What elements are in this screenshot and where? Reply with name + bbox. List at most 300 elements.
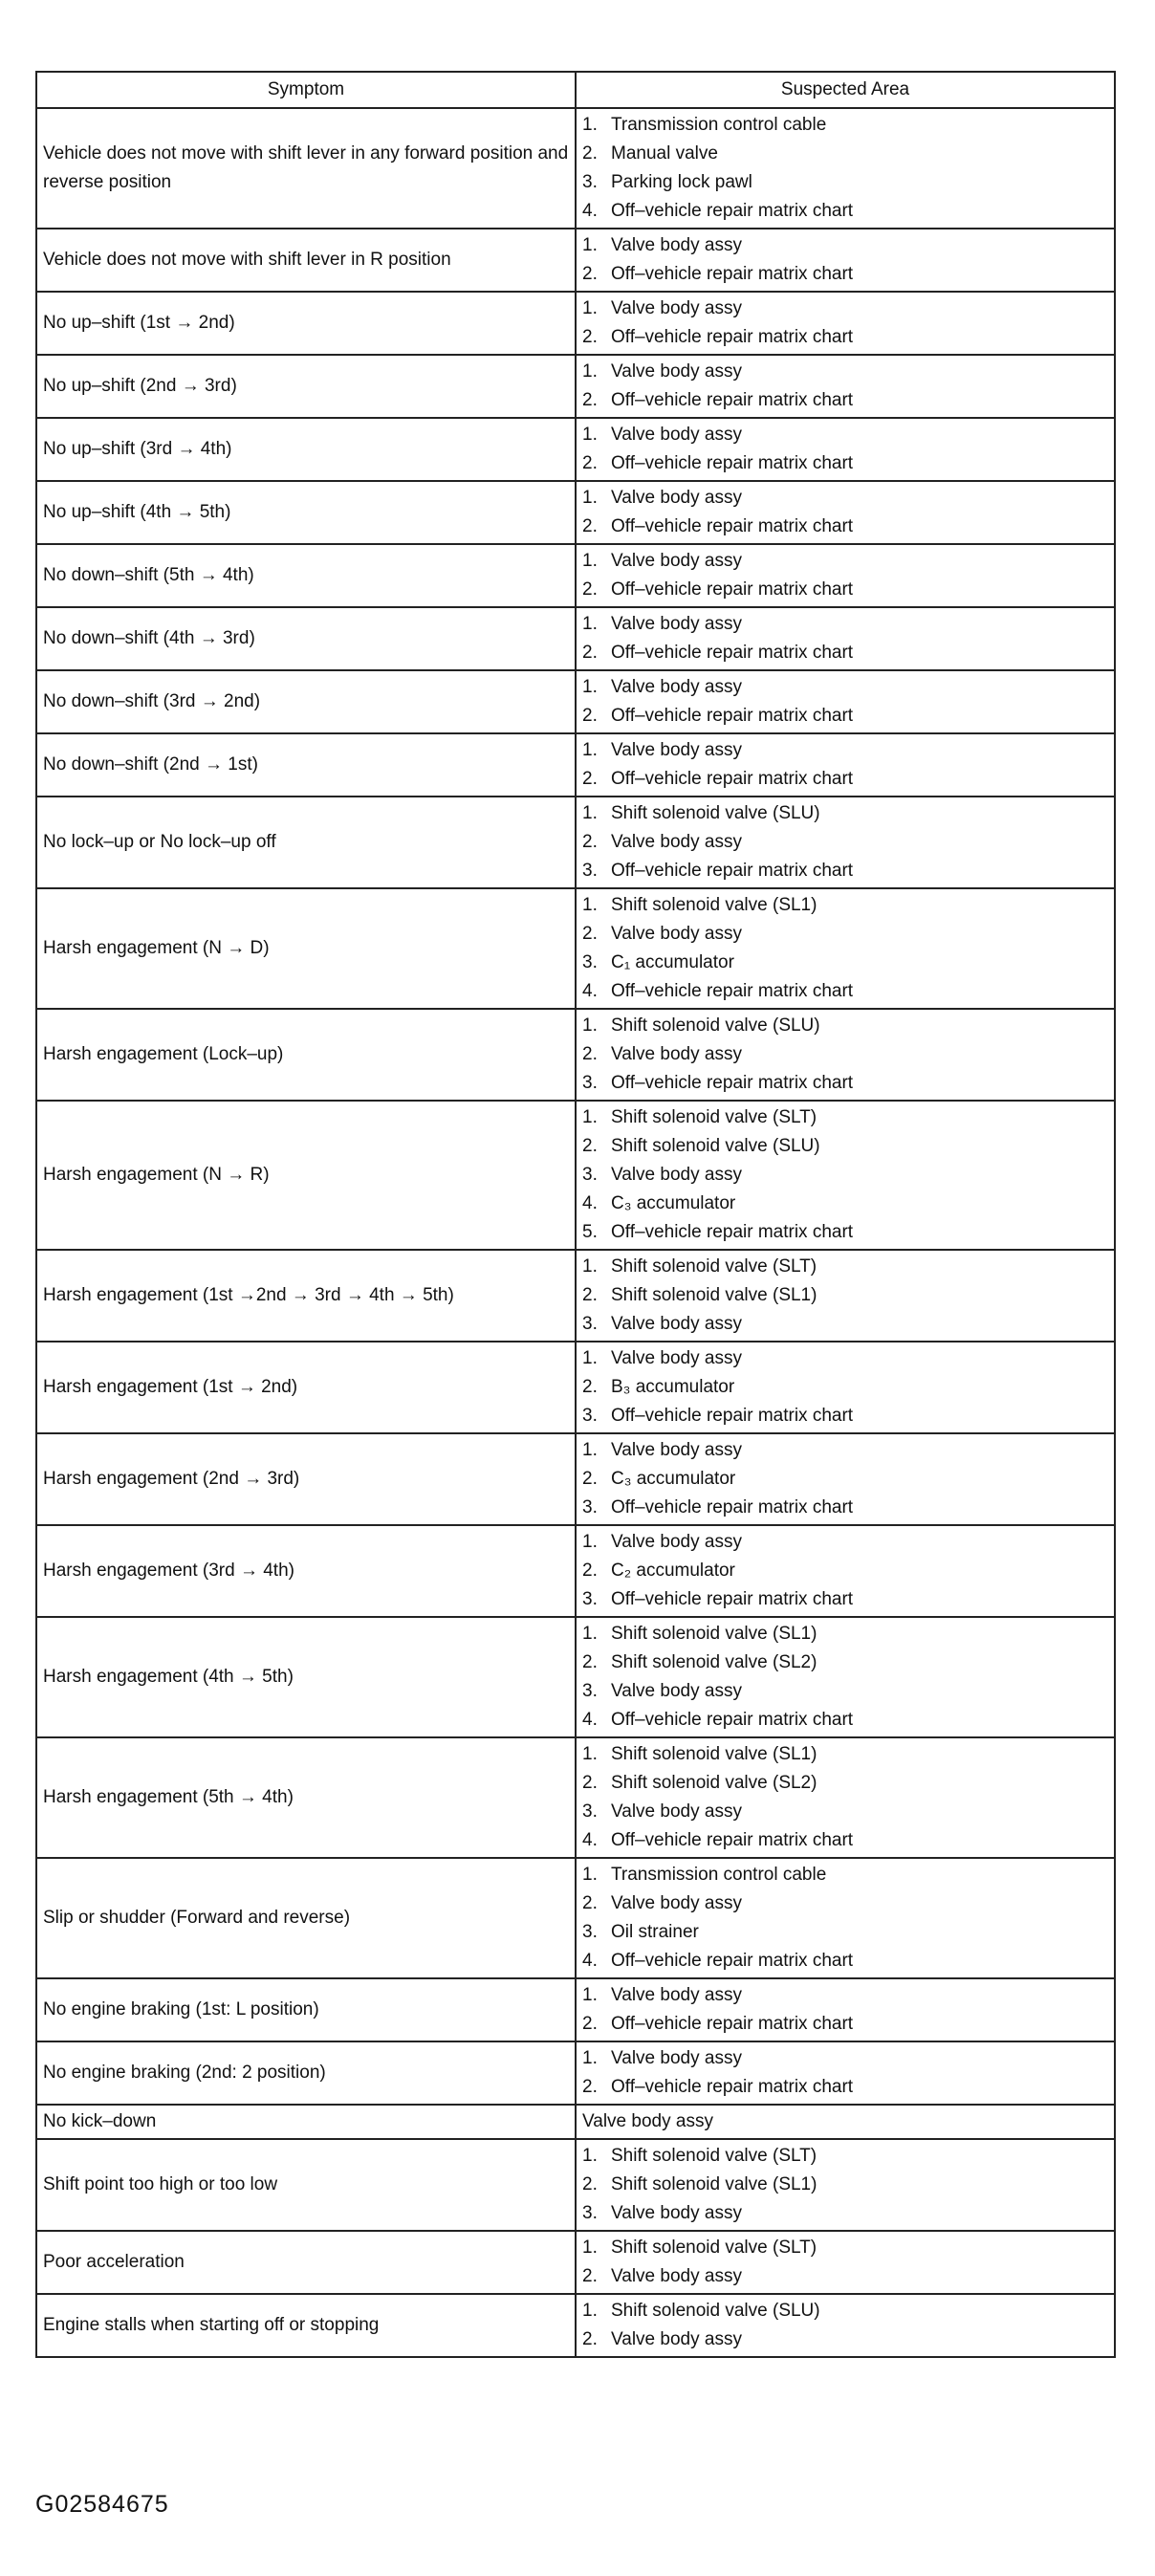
table-row bbox=[36, 544, 1115, 607]
figure-id: G02584675 bbox=[35, 2491, 169, 2518]
symptom-cell: Vehicle does not move with shift lever in any forward position and reverse position bbox=[36, 108, 576, 229]
table-row bbox=[36, 2231, 1115, 2294]
table-row bbox=[36, 670, 1115, 733]
suspected-area-item bbox=[582, 1620, 1108, 1648]
symptom-cell: No lock–up or No lock–up off bbox=[36, 797, 576, 888]
item-number: 2. bbox=[582, 1285, 598, 1305]
suspected-area-item bbox=[582, 1706, 1108, 1735]
item-text: Valve body assy bbox=[611, 614, 742, 634]
suspected-area-item bbox=[582, 197, 1108, 226]
item-text: Valve body assy bbox=[611, 1440, 742, 1460]
symptom-cell: No down–shift (5th → 4th) bbox=[36, 544, 576, 607]
item-text: Valve body assy bbox=[611, 361, 742, 382]
item-text: Valve body assy bbox=[611, 2203, 742, 2223]
item-text: C₃ accumulator bbox=[611, 1193, 736, 1213]
item-text: Valve body assy bbox=[611, 1801, 742, 1822]
table-row bbox=[36, 1009, 1115, 1101]
item-text: Valve body assy bbox=[611, 298, 742, 318]
symptom-cell: Harsh engagement (N → R) bbox=[36, 1101, 576, 1250]
symptom-cell: No up–shift (2nd → 3rd) bbox=[36, 355, 576, 418]
suspected-area-item bbox=[582, 1344, 1108, 1373]
item-number: 1. bbox=[582, 1624, 598, 1644]
suspected-area-item bbox=[582, 857, 1108, 885]
table-row bbox=[36, 1737, 1115, 1858]
table-body bbox=[36, 108, 1115, 2357]
item-number: 1. bbox=[582, 361, 598, 382]
suspected-area-item bbox=[582, 2297, 1108, 2325]
item-text: Off–vehicle repair matrix chart bbox=[611, 769, 854, 789]
table-row bbox=[36, 355, 1115, 418]
item-text: Shift solenoid valve (SLU) bbox=[611, 1136, 820, 1156]
item-text: Off–vehicle repair matrix chart bbox=[611, 1222, 854, 1242]
symptom-cell: No engine braking (2nd: 2 position) bbox=[36, 2041, 576, 2105]
symptom-table bbox=[35, 71, 1116, 2358]
suspected-area-cell bbox=[576, 733, 1115, 797]
item-text: Valve body assy bbox=[611, 425, 742, 445]
table-row bbox=[36, 733, 1115, 797]
symptom-cell: Vehicle does not move with shift lever in R position bbox=[36, 229, 576, 292]
item-text: Valve body assy bbox=[611, 488, 742, 508]
item-number: 1. bbox=[582, 235, 598, 255]
item-text: Oil strainer bbox=[611, 1922, 699, 1942]
item-text: Off–vehicle repair matrix chart bbox=[611, 516, 854, 536]
suspected-area-item bbox=[582, 260, 1108, 289]
suspected-area-item bbox=[582, 1769, 1108, 1798]
suspected-area-item bbox=[582, 2010, 1108, 2039]
suspected-area-item bbox=[582, 547, 1108, 576]
item-number: 2. bbox=[582, 2266, 598, 2286]
item-number: 3. bbox=[582, 1314, 598, 1334]
suspected-area-cell bbox=[576, 1433, 1115, 1525]
item-number: 2. bbox=[582, 1893, 598, 1913]
symptom-cell: Engine stalls when starting off or stopping bbox=[36, 2294, 576, 2357]
suspected-area-item bbox=[582, 140, 1108, 168]
table-row bbox=[36, 108, 1115, 229]
item-text: Shift solenoid valve (SLT) bbox=[611, 1256, 817, 1277]
item-text: Off–vehicle repair matrix chart bbox=[611, 1073, 854, 1093]
suspected-area-cell bbox=[576, 1342, 1115, 1433]
item-number: 2. bbox=[582, 1773, 598, 1793]
suspected-area-item bbox=[582, 1069, 1108, 1098]
suspected-area-item bbox=[582, 1310, 1108, 1339]
item-number: 5. bbox=[582, 1222, 598, 1242]
item-number: 2. bbox=[582, 1469, 598, 1489]
suspected-area-item bbox=[582, 1826, 1108, 1855]
suspected-area-item bbox=[582, 1103, 1108, 1132]
item-text: Valve body assy bbox=[611, 1165, 742, 1185]
symptom-cell: Harsh engagement (3rd → 4th) bbox=[36, 1525, 576, 1617]
item-number: 3. bbox=[582, 1922, 598, 1942]
item-text: Valve body assy bbox=[611, 1681, 742, 1701]
suspected-area-item bbox=[582, 421, 1108, 449]
item-number: 4. bbox=[582, 981, 598, 1001]
symptom-cell: No down–shift (2nd → 1st) bbox=[36, 733, 576, 797]
suspected-area-item bbox=[582, 168, 1108, 197]
suspected-area-item bbox=[582, 1861, 1108, 1889]
suspected-area-cell bbox=[576, 2041, 1115, 2105]
item-text: Shift solenoid valve (SLT) bbox=[611, 1107, 817, 1127]
item-number: 2. bbox=[582, 2014, 598, 2034]
item-text: Off–vehicle repair matrix chart bbox=[611, 1406, 854, 1426]
suspected-area-item bbox=[582, 1132, 1108, 1161]
table-row bbox=[36, 481, 1115, 544]
item-number: 2. bbox=[582, 1044, 598, 1064]
item-number: 3. bbox=[582, 952, 598, 972]
suspected-area-cell bbox=[576, 1978, 1115, 2041]
suspected-area-cell bbox=[576, 1009, 1115, 1101]
item-number: 3. bbox=[582, 1589, 598, 1609]
item-text: Shift solenoid valve (SLU) bbox=[611, 1015, 820, 1036]
table-row bbox=[36, 1978, 1115, 2041]
suspected-area-item bbox=[582, 1161, 1108, 1190]
item-text: Valve body assy bbox=[611, 1044, 742, 1064]
table-row bbox=[36, 292, 1115, 355]
suspected-area-item bbox=[582, 2073, 1108, 2102]
symptom-cell: Harsh engagement (2nd → 3rd) bbox=[36, 1433, 576, 1525]
suspected-area-cell bbox=[576, 2294, 1115, 2357]
symptom-cell: No down–shift (4th → 3rd) bbox=[36, 607, 576, 670]
item-number: 1. bbox=[582, 1744, 598, 1764]
table-row bbox=[36, 1101, 1115, 1250]
suspected-area-item bbox=[582, 949, 1108, 977]
item-number: 2. bbox=[582, 769, 598, 789]
suspected-area-item bbox=[582, 358, 1108, 386]
item-text: Parking lock pawl bbox=[611, 172, 752, 192]
item-number: 2. bbox=[582, 2329, 598, 2349]
item-text: Valve body assy bbox=[611, 1348, 742, 1368]
table-row bbox=[36, 1525, 1115, 1617]
item-text: Off–vehicle repair matrix chart bbox=[611, 264, 854, 284]
suspected-area-item bbox=[582, 513, 1108, 541]
table-row bbox=[36, 418, 1115, 481]
item-number: 2. bbox=[582, 924, 598, 944]
suspected-area-cell bbox=[576, 2139, 1115, 2231]
suspected-area-cell bbox=[576, 544, 1115, 607]
item-number: 1. bbox=[582, 677, 598, 697]
item-number: 2. bbox=[582, 643, 598, 663]
item-text: Valve body assy bbox=[611, 1985, 742, 2005]
symptom-cell: Harsh engagement (4th → 5th) bbox=[36, 1617, 576, 1737]
suspected-area-item bbox=[582, 295, 1108, 323]
table-row bbox=[36, 797, 1115, 888]
item-text: Valve body assy bbox=[611, 1893, 742, 1913]
item-text: Valve body assy bbox=[611, 2048, 742, 2068]
item-text: C₂ accumulator bbox=[611, 1561, 735, 1581]
item-number: 1. bbox=[582, 1985, 598, 2005]
item-text: Off–vehicle repair matrix chart bbox=[611, 706, 854, 726]
item-text: Shift solenoid valve (SL1) bbox=[611, 895, 817, 915]
suspected-area-item bbox=[582, 1918, 1108, 1947]
suspected-area-item bbox=[582, 1402, 1108, 1430]
table-row bbox=[36, 888, 1115, 1009]
item-text: C₁ accumulator bbox=[611, 952, 734, 972]
suspected-area-cell bbox=[576, 670, 1115, 733]
item-text: Shift solenoid valve (SL2) bbox=[611, 1773, 817, 1793]
item-text: Off–vehicle repair matrix chart bbox=[611, 1497, 854, 1517]
item-number: 2. bbox=[582, 327, 598, 347]
table-row bbox=[36, 2041, 1115, 2105]
table-row bbox=[36, 2105, 1115, 2139]
item-number: 2. bbox=[582, 390, 598, 410]
symptom-cell: No down–shift (3rd → 2nd) bbox=[36, 670, 576, 733]
suspected-area-item bbox=[582, 484, 1108, 513]
item-number: 2. bbox=[582, 832, 598, 852]
suspected-area-cell bbox=[576, 481, 1115, 544]
suspected-area-item bbox=[582, 828, 1108, 857]
item-text: Off–vehicle repair matrix chart bbox=[611, 2077, 854, 2097]
suspected-area-item bbox=[582, 799, 1108, 828]
item-number: 2. bbox=[582, 143, 598, 164]
suspected-area-item bbox=[582, 891, 1108, 920]
suspected-area-cell bbox=[576, 1858, 1115, 1978]
item-number: 1. bbox=[582, 2146, 598, 2166]
item-number: 4. bbox=[582, 1710, 598, 1730]
item-text: Valve body assy bbox=[611, 551, 742, 571]
suspected-area-item bbox=[582, 2325, 1108, 2354]
item-text: Off–vehicle repair matrix chart bbox=[611, 643, 854, 663]
item-number: 1. bbox=[582, 740, 598, 760]
table-row bbox=[36, 1858, 1115, 1978]
suspected-area-item bbox=[582, 449, 1108, 478]
suspected-area-item bbox=[582, 1436, 1108, 1465]
item-text: Off–vehicle repair matrix chart bbox=[611, 1589, 854, 1609]
suspected-area-item bbox=[582, 1218, 1108, 1247]
suspected-area-item bbox=[582, 2142, 1108, 2171]
item-text: B₃ accumulator bbox=[611, 1377, 735, 1397]
item-number: 1. bbox=[582, 1256, 598, 1277]
item-text: Valve body assy bbox=[611, 740, 742, 760]
symptom-cell: No up–shift (3rd → 4th) bbox=[36, 418, 576, 481]
suspected-area-cell bbox=[576, 797, 1115, 888]
suspected-area-cell bbox=[576, 607, 1115, 670]
suspected-area-cell bbox=[576, 1101, 1115, 1250]
item-text: Valve body assy bbox=[611, 832, 742, 852]
suspected-area-item bbox=[582, 1947, 1108, 1976]
suspected-area-item bbox=[582, 702, 1108, 731]
item-text: Valve body assy bbox=[611, 1314, 742, 1334]
item-number: 3. bbox=[582, 1073, 598, 1093]
suspected-area-item bbox=[582, 2234, 1108, 2262]
suspected-area-cell bbox=[576, 355, 1115, 418]
suspected-area-cell: Valve body assy bbox=[576, 2105, 1115, 2139]
item-number: 2. bbox=[582, 1136, 598, 1156]
suspected-area-item bbox=[582, 1012, 1108, 1040]
suspected-area-item bbox=[582, 639, 1108, 667]
suspected-area-item bbox=[582, 111, 1108, 140]
suspected-area-cell bbox=[576, 888, 1115, 1009]
item-number: 2. bbox=[582, 453, 598, 473]
item-text: Transmission control cable bbox=[611, 115, 827, 135]
item-number: 3. bbox=[582, 2203, 598, 2223]
item-number: 1. bbox=[582, 1015, 598, 1036]
table-row bbox=[36, 607, 1115, 670]
suspected-area-item bbox=[582, 1557, 1108, 1585]
suspected-area-item bbox=[582, 1677, 1108, 1706]
item-number: 2. bbox=[582, 579, 598, 600]
item-text: Valve body assy bbox=[611, 235, 742, 255]
item-text: Valve body assy bbox=[611, 2266, 742, 2286]
item-number: 1. bbox=[582, 488, 598, 508]
suspected-area-item bbox=[582, 1889, 1108, 1918]
item-text: Off–vehicle repair matrix chart bbox=[611, 579, 854, 600]
item-number: 1. bbox=[582, 1532, 598, 1552]
item-text: Off–vehicle repair matrix chart bbox=[611, 1951, 854, 1971]
table-row bbox=[36, 1250, 1115, 1342]
item-text: Shift solenoid valve (SLU) bbox=[611, 803, 820, 823]
item-text: Off–vehicle repair matrix chart bbox=[611, 861, 854, 881]
item-text: Off–vehicle repair matrix chart bbox=[611, 1710, 854, 1730]
item-number: 3. bbox=[582, 172, 598, 192]
item-number: 1. bbox=[582, 895, 598, 915]
suspected-area-cell bbox=[576, 418, 1115, 481]
item-number: 3. bbox=[582, 1406, 598, 1426]
suspected-area-item bbox=[582, 1648, 1108, 1677]
suspected-area-cell bbox=[576, 2231, 1115, 2294]
suspected-area-item bbox=[582, 920, 1108, 949]
item-number: 2. bbox=[582, 2077, 598, 2097]
suspected-area-item bbox=[582, 2044, 1108, 2073]
suspected-area-cell bbox=[576, 292, 1115, 355]
item-number: 2. bbox=[582, 264, 598, 284]
suspected-area-item bbox=[582, 1740, 1108, 1769]
symptom-cell: Harsh engagement (5th → 4th) bbox=[36, 1737, 576, 1858]
item-number: 1. bbox=[582, 803, 598, 823]
suspected-area-item bbox=[582, 323, 1108, 352]
suspected-area-item bbox=[582, 2171, 1108, 2199]
item-number: 1. bbox=[582, 115, 598, 135]
item-number: 4. bbox=[582, 1830, 598, 1850]
suspected-area-item bbox=[582, 673, 1108, 702]
item-text: Shift solenoid valve (SLU) bbox=[611, 2301, 820, 2321]
item-number: 4. bbox=[582, 1193, 598, 1213]
item-number: 2. bbox=[582, 706, 598, 726]
item-number: 3. bbox=[582, 1165, 598, 1185]
suspected-area-item bbox=[582, 765, 1108, 794]
symptom-cell: Poor acceleration bbox=[36, 2231, 576, 2294]
suspected-area-cell bbox=[576, 108, 1115, 229]
item-text: Shift solenoid valve (SLT) bbox=[611, 2146, 817, 2166]
suspected-area-item bbox=[582, 231, 1108, 260]
suspected-area-item bbox=[582, 1190, 1108, 1218]
item-number: 2. bbox=[582, 2174, 598, 2194]
item-text: Off–vehicle repair matrix chart bbox=[611, 327, 854, 347]
item-text: Valve body assy bbox=[611, 677, 742, 697]
symptom-cell: No up–shift (4th → 5th) bbox=[36, 481, 576, 544]
item-text: Shift solenoid valve (SL2) bbox=[611, 1652, 817, 1672]
item-text: Off–vehicle repair matrix chart bbox=[611, 2014, 854, 2034]
item-number: 1. bbox=[582, 614, 598, 634]
suspected-area-cell bbox=[576, 1737, 1115, 1858]
item-text: Transmission control cable bbox=[611, 1865, 827, 1885]
item-text: Off–vehicle repair matrix chart bbox=[611, 453, 854, 473]
suspected-area-item bbox=[582, 1040, 1108, 1069]
suspected-area-item bbox=[582, 1585, 1108, 1614]
item-text: Valve body assy bbox=[611, 1532, 742, 1552]
item-number: 2. bbox=[582, 1561, 598, 1581]
item-number: 1. bbox=[582, 1107, 598, 1127]
item-text: Off–vehicle repair matrix chart bbox=[611, 981, 854, 1001]
column-header-symptom: Symptom bbox=[36, 72, 576, 108]
suspected-area-item bbox=[582, 1465, 1108, 1494]
item-number: 4. bbox=[582, 1951, 598, 1971]
symptom-cell: Harsh engagement (1st →2nd → 3rd → 4th → 5th) bbox=[36, 1250, 576, 1342]
item-text: Off–vehicle repair matrix chart bbox=[611, 390, 854, 410]
symptom-cell: No kick–down bbox=[36, 2105, 576, 2139]
column-header-suspected-area: Suspected Area bbox=[576, 72, 1115, 108]
suspected-area-item bbox=[582, 1981, 1108, 2010]
item-number: 2. bbox=[582, 1652, 598, 1672]
item-text: Shift solenoid valve (SL1) bbox=[611, 1744, 817, 1764]
suspected-area-item bbox=[582, 1528, 1108, 1557]
item-number: 4. bbox=[582, 201, 598, 221]
symptom-cell: No up–shift (1st → 2nd) bbox=[36, 292, 576, 355]
table-header-row bbox=[36, 72, 1115, 108]
suspected-area-cell bbox=[576, 1250, 1115, 1342]
suspected-area-item bbox=[582, 1494, 1108, 1522]
item-text: Shift solenoid valve (SL1) bbox=[611, 2174, 817, 2194]
suspected-area-cell bbox=[576, 229, 1115, 292]
item-number: 1. bbox=[582, 298, 598, 318]
suspected-area-item bbox=[582, 1253, 1108, 1281]
symptom-cell: Shift point too high or too low bbox=[36, 2139, 576, 2231]
item-number: 1. bbox=[582, 1865, 598, 1885]
suspected-area-cell bbox=[576, 1525, 1115, 1617]
item-number: 2. bbox=[582, 1377, 598, 1397]
suspected-area-item bbox=[582, 977, 1108, 1006]
symptom-cell: No engine braking (1st: L position) bbox=[36, 1978, 576, 2041]
item-number: 1. bbox=[582, 551, 598, 571]
item-number: 3. bbox=[582, 861, 598, 881]
table-row bbox=[36, 229, 1115, 292]
suspected-area-cell bbox=[576, 1617, 1115, 1737]
item-text: Manual valve bbox=[611, 143, 718, 164]
item-number: 1. bbox=[582, 2048, 598, 2068]
table-row bbox=[36, 2294, 1115, 2357]
item-text: Valve body assy bbox=[611, 924, 742, 944]
suspected-area-item bbox=[582, 2262, 1108, 2291]
symptom-cell: Harsh engagement (Lock–up) bbox=[36, 1009, 576, 1101]
suspected-area-item bbox=[582, 1373, 1108, 1402]
table-row bbox=[36, 1342, 1115, 1433]
item-number: 1. bbox=[582, 425, 598, 445]
item-number: 3. bbox=[582, 1801, 598, 1822]
suspected-area-item bbox=[582, 2199, 1108, 2228]
suspected-area-item bbox=[582, 610, 1108, 639]
table-row bbox=[36, 1433, 1115, 1525]
item-text: Shift solenoid valve (SL1) bbox=[611, 1285, 817, 1305]
table-row bbox=[36, 2139, 1115, 2231]
item-number: 1. bbox=[582, 1348, 598, 1368]
table-row bbox=[36, 1617, 1115, 1737]
item-number: 3. bbox=[582, 1497, 598, 1517]
item-number: 2. bbox=[582, 516, 598, 536]
item-number: 1. bbox=[582, 2301, 598, 2321]
item-text: Shift solenoid valve (SLT) bbox=[611, 2238, 817, 2258]
item-number: 3. bbox=[582, 1681, 598, 1701]
symptom-cell: Slip or shudder (Forward and reverse) bbox=[36, 1858, 576, 1978]
suspected-area-item bbox=[582, 1281, 1108, 1310]
suspected-area-item bbox=[582, 576, 1108, 604]
item-number: 1. bbox=[582, 2238, 598, 2258]
symptom-cell: Harsh engagement (1st → 2nd) bbox=[36, 1342, 576, 1433]
suspected-area-item bbox=[582, 736, 1108, 765]
suspected-area-item bbox=[582, 386, 1108, 415]
suspected-area-item bbox=[582, 1798, 1108, 1826]
item-text: Valve body assy bbox=[611, 2329, 742, 2349]
symptom-cell: Harsh engagement (N → D) bbox=[36, 888, 576, 1009]
item-number: 1. bbox=[582, 1440, 598, 1460]
item-text: C₃ accumulator bbox=[611, 1469, 736, 1489]
